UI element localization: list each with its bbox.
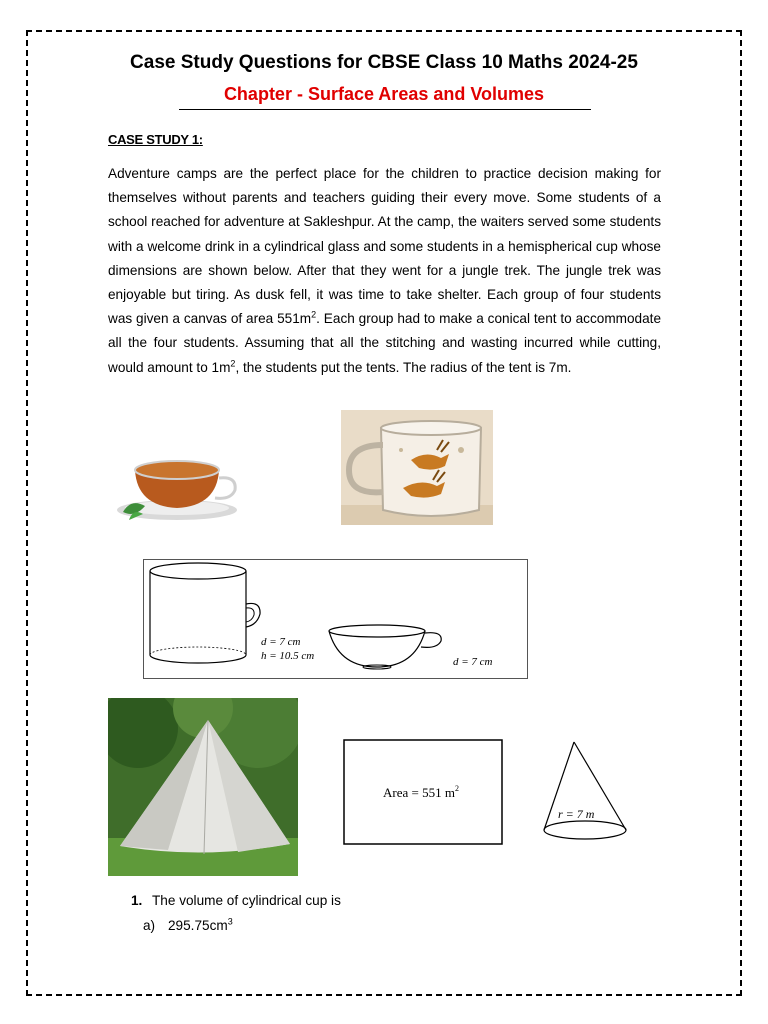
cylinder-hemisphere-diagram [143, 559, 528, 679]
chapter-title: Chapter - Surface Areas and Volumes [223, 84, 545, 104]
option-a-value: $295.75cm^3$ [168, 916, 233, 933]
option-a-label: a) [143, 918, 156, 933]
cup-diameter-label: d = 7 cm [453, 656, 493, 668]
tent-photo [108, 698, 298, 876]
case-study-paragraph: Adventure camps are the perfect place for the children to practice decision making for themselves without parents and teachers guiding their every move. Some students of a school reached for adventure at Sakleshpur. At the camp, the waiters served some students with a welcome drink in a cylindrical glass and some students in a hemispherical cup whose dimensions are shown below. After that they went for a jungle trek. The jungle trek was enjoyable but tiring. As dusk fell, it was time to take shelter. Each group of four students was given a canvas of area $551m^2$. Each group had to make a conical tent to accommodate all the four students. Assuming that all the stitching and wasting incurred while cutting, would amount to $1m^2$, the students put the tents. The radius of the tent is 7m. [108, 166, 662, 375]
question-number: 1. [131, 893, 143, 908]
glass-mug-photo [341, 410, 493, 525]
question-text: The volume of cylindrical cup is [152, 893, 341, 908]
canvas-area-label: Area = 551 $m^2$ [383, 784, 459, 800]
cylinder-diameter-label: d = 7 cm [261, 636, 301, 648]
chapter-underline [179, 109, 591, 110]
cone-radius-label: r = 7 m [558, 807, 595, 821]
page-title: Case Study Questions for CBSE Class 10 Maths 2024-25 [130, 52, 638, 73]
cone-diagram [538, 738, 630, 846]
cylinder-height-label: h = 10.5 cm [261, 650, 315, 662]
canvas-rectangle-diagram [343, 739, 503, 845]
tea-cup-photo [115, 410, 255, 527]
case-study-heading: CASE STUDY 1: [108, 132, 203, 147]
